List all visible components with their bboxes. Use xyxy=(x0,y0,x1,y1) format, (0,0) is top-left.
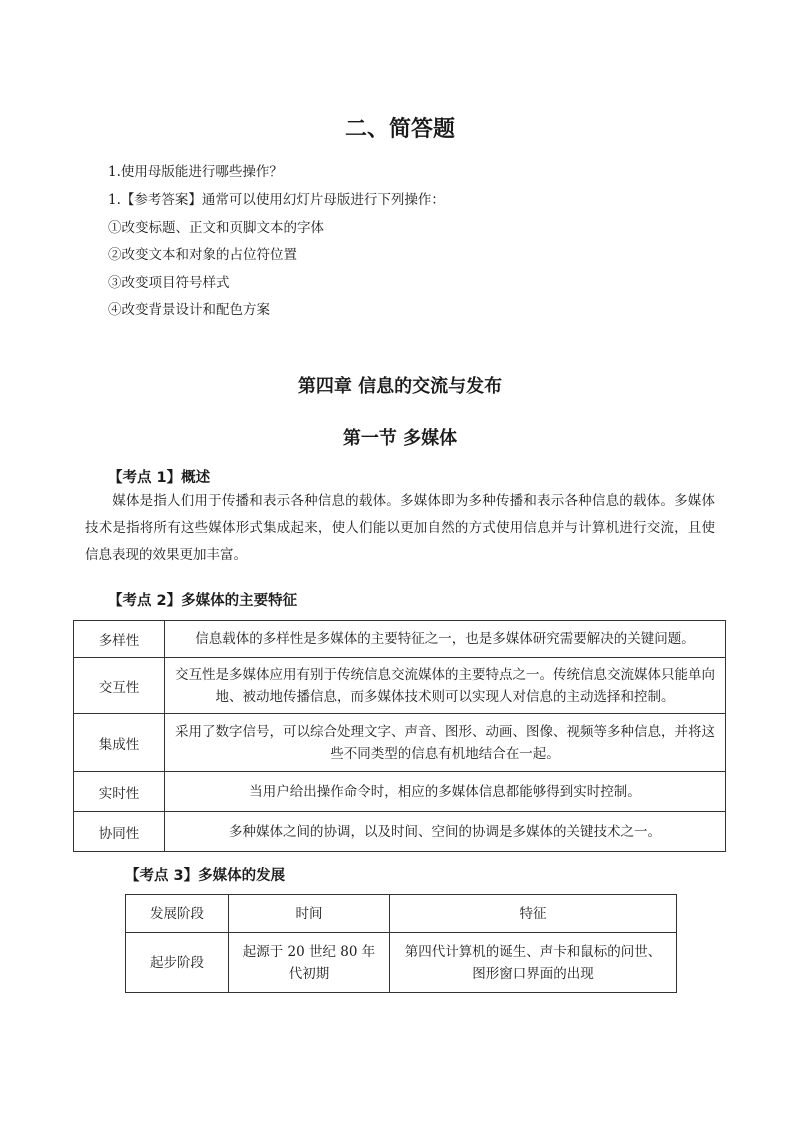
question-text: 1.使用母版能进行哪些操作？ xyxy=(108,164,283,180)
feature-desc: 当用户给出操作命令时，相应的多媒体信息都能够得到实时控制。 xyxy=(165,772,726,812)
feature-desc: 多种媒体之间的协调，以及时间、空间的协调是多媒体的关键技术之一。 xyxy=(165,812,726,852)
kd2-heading: 【考点 2】多媒体的主要特征 xyxy=(108,593,298,609)
answer-intro: 1.【参考答案】通常可以使用幻灯片母版进行下列操作： xyxy=(108,192,445,208)
col-header-time: 时间 xyxy=(229,895,390,933)
stage-cell: 起步阶段 xyxy=(126,933,229,993)
answer-item: ②改变文本和对象的占位符位置 xyxy=(108,247,297,263)
table-row xyxy=(74,621,726,658)
feature-desc: 信息载体的多样性是多媒体的主要特征之一，也是多媒体研究需要解决的关键问题。 xyxy=(165,621,726,658)
table-row xyxy=(126,933,677,993)
feature-key: 实时性 xyxy=(74,772,165,812)
feature-key: 协同性 xyxy=(74,812,165,852)
chapter-title: 第四章 信息的交流与发布 xyxy=(297,376,503,397)
table-row xyxy=(74,772,726,812)
feature-key: 交互性 xyxy=(74,658,165,714)
section-title: 二、简答题 xyxy=(344,117,455,142)
kd1-paragraph-text: 媒体是指人们用于传播和表示各种信息的载体。多媒体即为多种传播和表示各种信息的载体。多媒体技术是指将所有这些媒体形式集成起来，使人们能以更加自然的方式使用信息并与计算机进行交流，且使信息表现的效果更加丰富。 xyxy=(85,493,715,563)
features-table xyxy=(73,620,726,852)
section-heading: 第一节 多媒体 xyxy=(342,428,458,449)
feature-key: 集成性 xyxy=(74,714,165,772)
feature-key: 多样性 xyxy=(74,621,165,658)
answer-item: ①改变标题、正文和页脚文本的字体 xyxy=(108,220,324,236)
kd1-paragraph xyxy=(85,488,715,569)
answer-item: ④改变背景设计和配色方案 xyxy=(108,302,270,318)
table-row xyxy=(74,714,726,772)
col-header-stage: 发展阶段 xyxy=(126,895,229,933)
time-cell: 起源于 20 世纪 80 年代初期 xyxy=(229,933,390,993)
table-header-row xyxy=(126,895,677,933)
answer-item: ③改变项目符号样式 xyxy=(108,275,230,291)
table-row xyxy=(74,658,726,714)
kd3-heading: 【考点 3】多媒体的发展 xyxy=(125,868,286,884)
table-row xyxy=(74,812,726,852)
kd1-heading: 【考点 1】概述 xyxy=(108,470,211,486)
col-header-feature: 特征 xyxy=(390,895,677,933)
feature-cell: 第四代计算机的诞生、声卡和鼠标的问世、图形窗口界面的出现 xyxy=(390,933,677,993)
development-table xyxy=(125,894,677,993)
feature-desc: 采用了数字信号，可以综合处理文字、声音、图形、动画、图像、视频等多种信息，并将这些不同类型的信息有机地结合在一起。 xyxy=(165,714,726,772)
feature-desc: 交互性是多媒体应用有别于传统信息交流媒体的主要特点之一。传统信息交流媒体只能单向地、被动地传播信息，而多媒体技术则可以实现人对信息的主动选择和控制。 xyxy=(165,658,726,714)
